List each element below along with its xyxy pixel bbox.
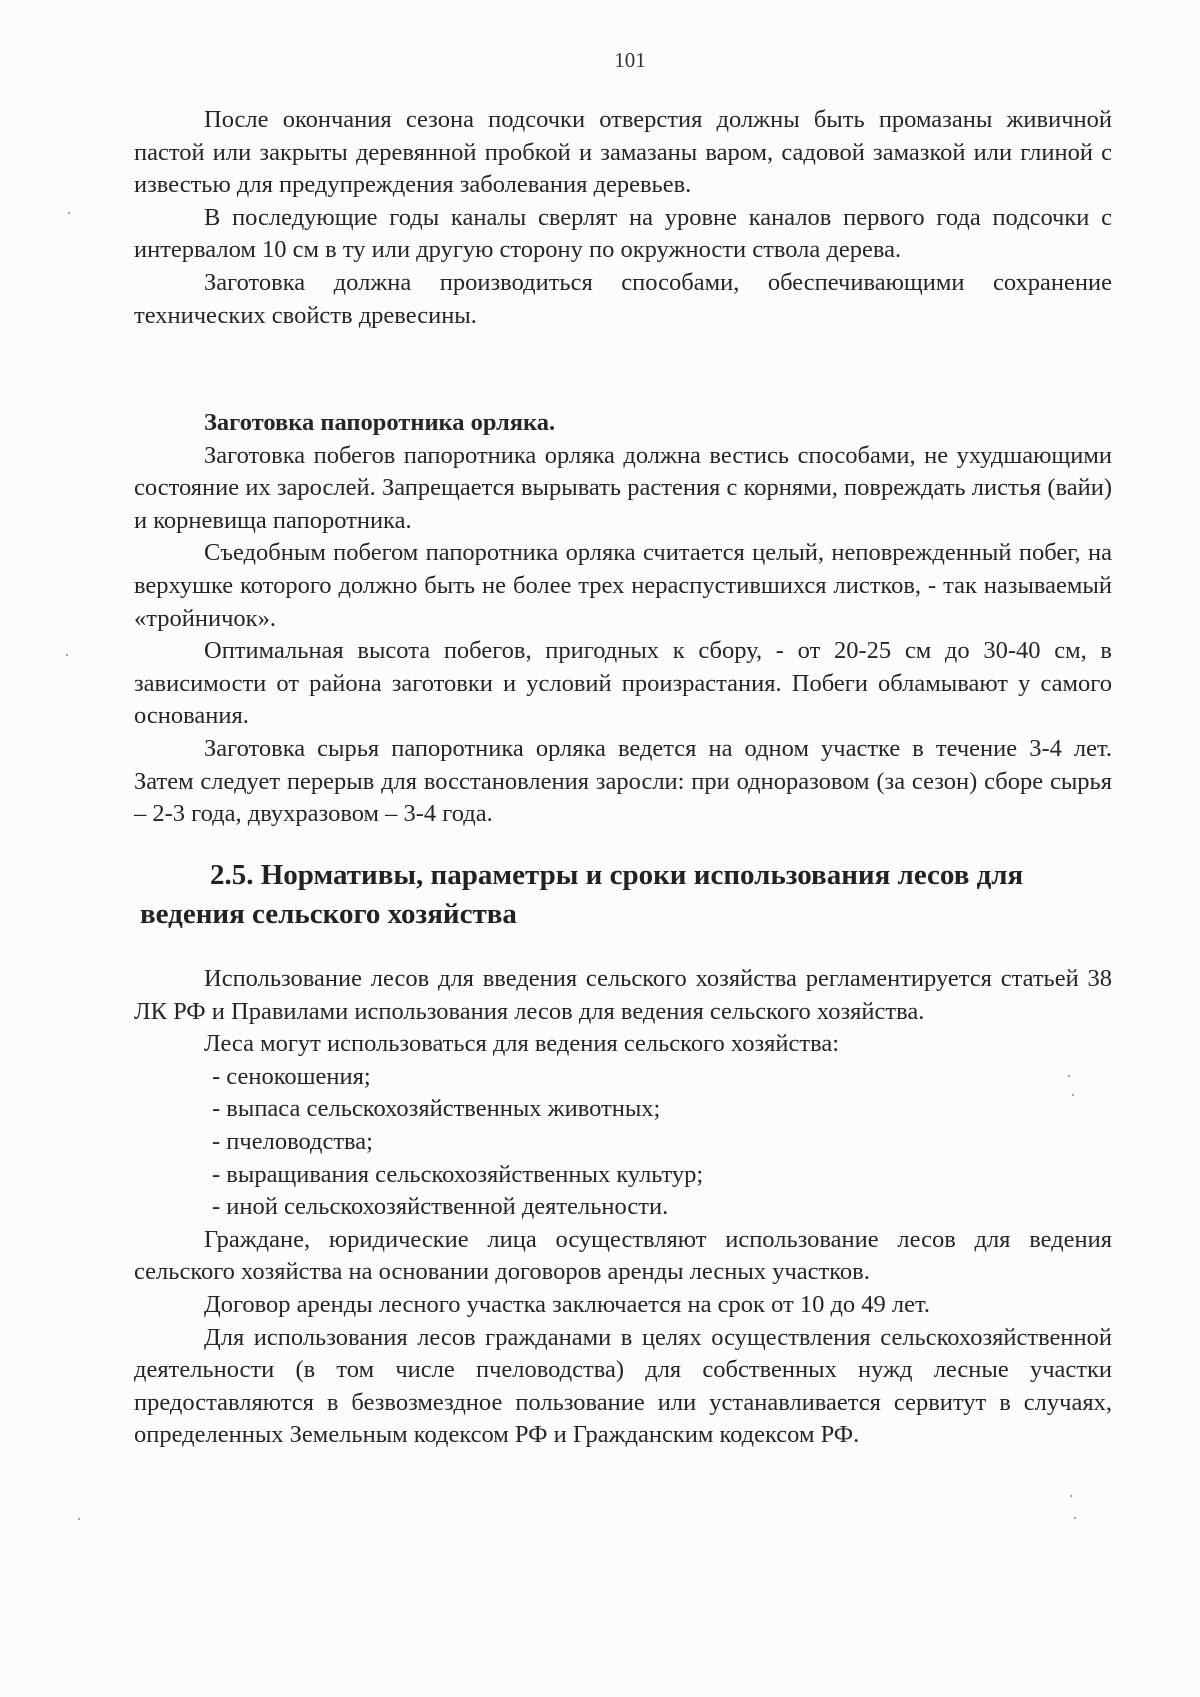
paragraph: Договор аренды лесного участка заключается на срок от 10 до 49 лет. bbox=[204, 1290, 931, 1318]
paragraph: Для использования лесов гражданами в целях осуществления сельскохозяйственной деятельности (в том числе пчеловодства) для собственных нужд лесные участки предоставляются в безвозмездное пользование или устанавливается сервитут в случаях, определенных Земельным кодексом РФ и Гражданским кодексом РФ. bbox=[134, 1323, 1112, 1449]
paragraph: Заготовка должна производиться способами, обеспечивающими сохранение технических свойств древесины. bbox=[134, 268, 1112, 329]
list-item: - выпаса сельскохозяйственных животных; bbox=[212, 1095, 661, 1123]
list-intro: Леса могут использоваться для ведения сельского хозяйства: bbox=[204, 1030, 840, 1058]
intro-block bbox=[134, 104, 1112, 332]
scan-speck bbox=[68, 212, 70, 214]
page-number: 101 bbox=[614, 48, 646, 72]
usage-list bbox=[134, 1061, 1112, 1224]
paragraph: Оптимальная высота побегов, пригодных к сбору, - от 20-25 см до 30-40 см, в зависимости от района заготовки и условий произрастания. Побеги обламывают у самого основания. bbox=[134, 637, 1112, 730]
list-item: - иной сельскохозяйственной деятельности. bbox=[212, 1193, 669, 1221]
paragraph: Заготовка сырья папоротника орляка ведется на одном участке в течение 3-4 лет. Затем следует перерыв для восстановления заросли: при одноразовом (за сезон) сборе сырья – 2-3 года, двухразовом – 3-4 года. bbox=[134, 734, 1112, 828]
list-item: - сенокошения; bbox=[212, 1062, 371, 1090]
scan-speck bbox=[1068, 1075, 1070, 1077]
paragraph: Съедобным побегом папоротника орляка считается целый, неповрежденный побег, на верхушке которого должно быть не более трех нераспустившихся листков, - так называемый «тройничок». bbox=[134, 539, 1112, 632]
scan-speck bbox=[66, 654, 68, 656]
list-item: - пчеловодства; bbox=[212, 1127, 373, 1155]
fern-subheading: Заготовка папоротника орляка. bbox=[204, 409, 556, 436]
paragraph: После окончания сезона подсочки отверстия должны быть промазаны живичной пастой или закрыты деревянной пробкой и замазаны варом, садовой замазкой или глиной с известью для предупреждения заболевания деревьев. bbox=[134, 106, 1112, 199]
scan-speck bbox=[78, 1518, 80, 1520]
section-heading: 2.5. Нормативы, параметры и сроки использования лесов для ведения сельского хозяйства bbox=[140, 859, 1024, 930]
paragraph: В последующие годы каналы сверлят на уровне каналов первого года подсочки с интервалом 10 см в ту или другую сторону по окружности ствола дерева. bbox=[134, 203, 1112, 264]
paragraph: Граждане, юридические лица осуществляют использование лесов для ведения сельского хозяйства на основании договоров аренды лесных участков. bbox=[134, 1225, 1112, 1286]
paragraph: Использование лесов для введения сельского хозяйства регламентируется статьей 38 ЛК РФ и Правилами использования лесов для ведения сельского хозяйства. bbox=[134, 965, 1112, 1025]
scan-speck bbox=[1070, 1495, 1072, 1497]
paragraph: Заготовка побегов папоротника орляка должна вестись способами, не ухудшающими состояние их зарослей. Запрещается вырывать растения с корнями, повреждать листья (вайи) и корневища папоротника. bbox=[134, 441, 1112, 534]
list-item: - выращивания сельскохозяйственных культур; bbox=[212, 1160, 704, 1188]
fern-block bbox=[134, 407, 1112, 831]
scan-speck bbox=[1074, 1517, 1076, 1519]
agriculture-block bbox=[134, 963, 1112, 1452]
scan-speck bbox=[1072, 1094, 1074, 1096]
